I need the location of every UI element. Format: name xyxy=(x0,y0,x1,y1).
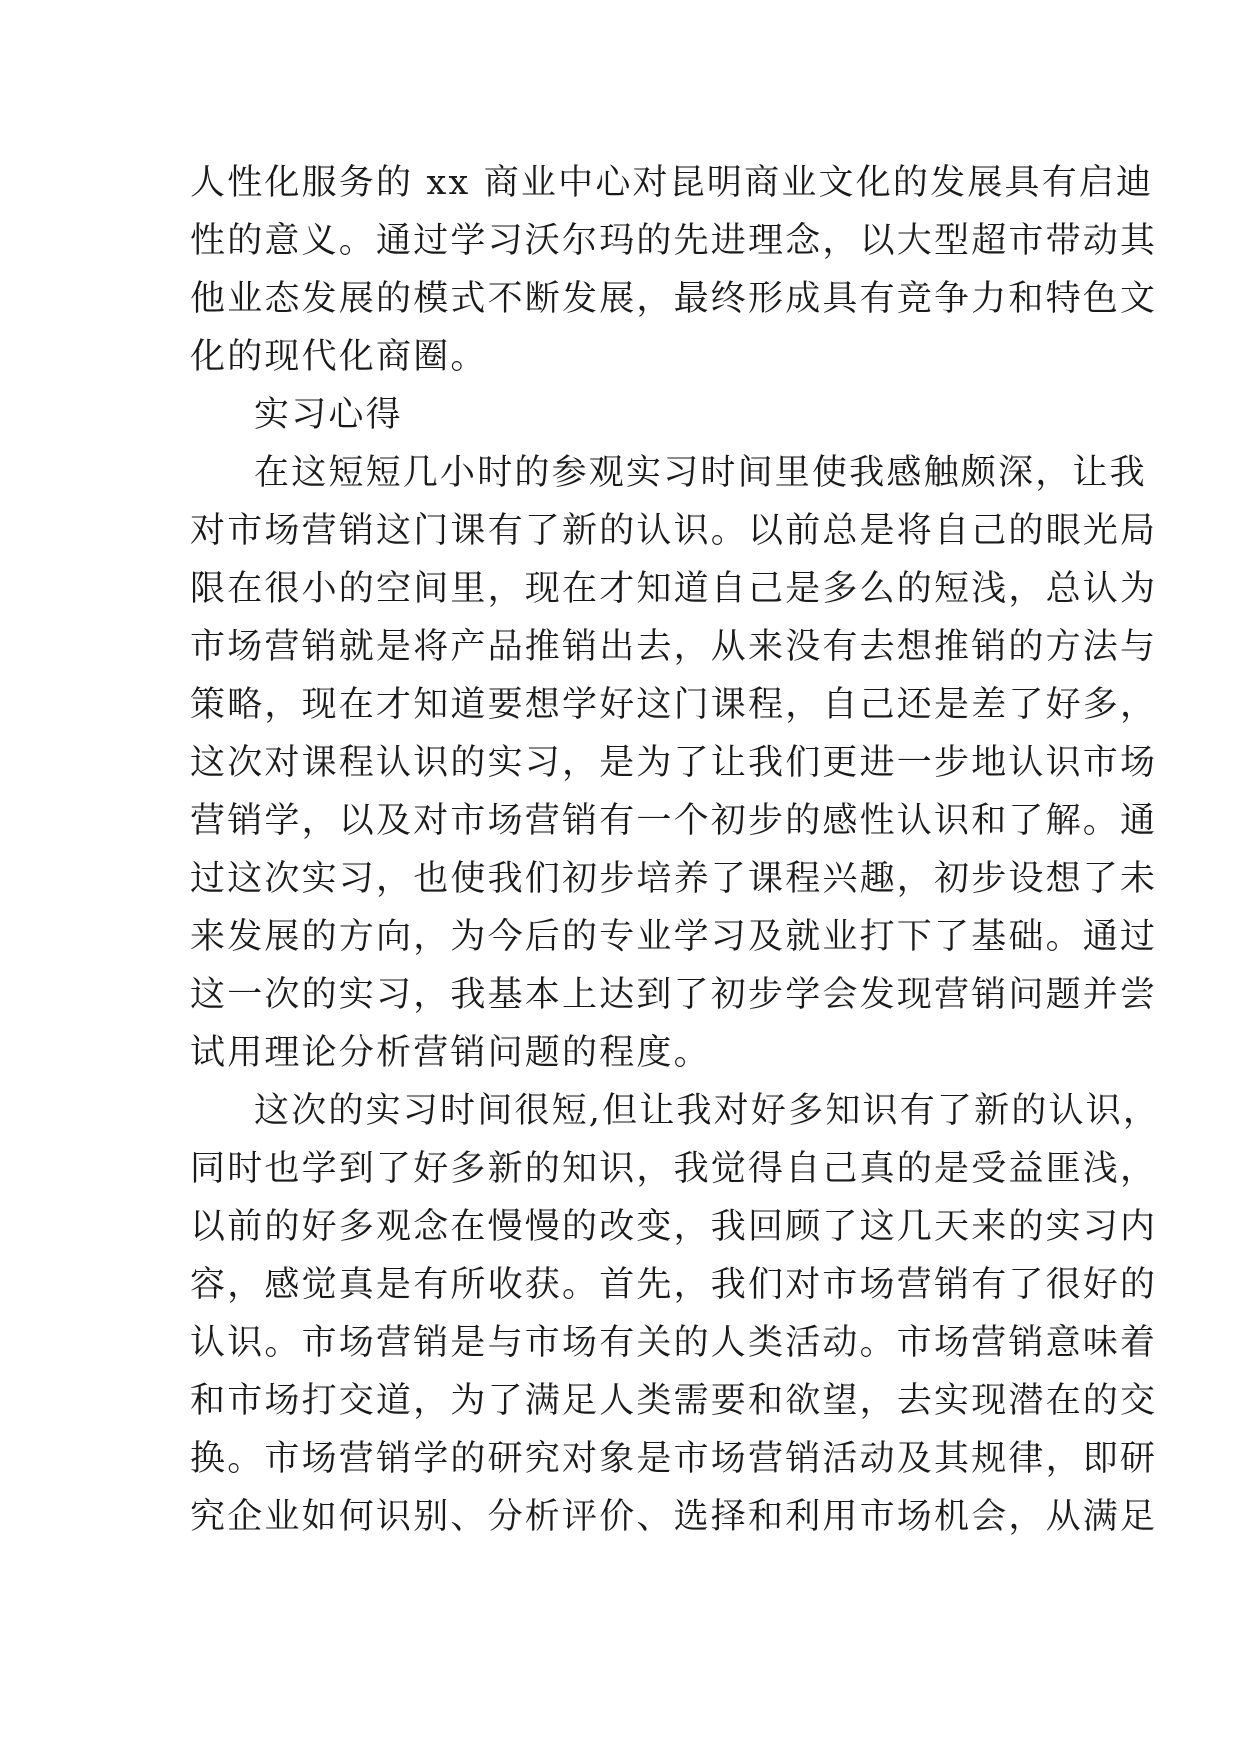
text-line: 他业态发展的模式不断发展，最终形成具有竞争力和特色文 xyxy=(190,279,1158,319)
text-line: 在这短短几小时的参观实习时间里使我感触颇深，让我 xyxy=(254,453,1147,493)
text-line: 这一次的实习，我基本上达到了初步学会发现营销问题并尝 xyxy=(190,975,1158,1015)
text-line: 同时也学到了好多新的知识，我觉得自己真的是受益匪浅， xyxy=(190,1149,1158,1189)
text-line: 化的现代化商圈。 xyxy=(190,337,488,377)
text-line: 性的意义。通过学习沃尔玛的先进理念，以大型超市带动其 xyxy=(190,221,1158,261)
text-line: 究企业如何识别、分析评价、选择和利用市场机会，从满足 xyxy=(190,1497,1158,1537)
text-line: 人性化服务的 xx 商业中心对昆明商业文化的发展具有启迪 xyxy=(190,163,1154,203)
text-line: 营销学，以及对市场营销有一个初步的感性认识和了解。通 xyxy=(190,801,1158,841)
text-line: 对市场营销这门课有了新的认识。以前总是将自己的眼光局 xyxy=(190,511,1158,551)
text-line: 来发展的方向，为今后的专业学习及就业打下了基础。通过 xyxy=(190,917,1158,957)
text-line: 容，感觉真是有所收获。首先，我们对市场营销有了很好的 xyxy=(190,1265,1158,1305)
text-line: 和市场打交道，为了满足人类需要和欲望，去实现潜在的交 xyxy=(190,1381,1158,1421)
text-line: 这次对课程认识的实习，是为了让我们更进一步地认识市场 xyxy=(190,743,1158,783)
text-line: 这次的实习时间很短,但让我对好多知识有了新的认识， xyxy=(254,1091,1161,1131)
document-body xyxy=(190,154,1161,1546)
text-line: 过这次实习，也使我们初步培养了课程兴趣，初步设想了未 xyxy=(190,859,1158,899)
section-heading: 实习心得 xyxy=(254,395,403,435)
text-line: 以前的好多观念在慢慢的改变，我回顾了这几天来的实习内 xyxy=(190,1207,1158,1247)
text-line: 认识。市场营销是与市场有关的人类活动。市场营销意味着 xyxy=(190,1323,1158,1363)
text-line: 试用理论分析营销问题的程度。 xyxy=(190,1033,711,1073)
text-line: 限在很小的空间里，现在才知道自己是多么的短浅，总认为 xyxy=(190,569,1158,609)
text-line: 换。市场营销学的研究对象是市场营销活动及其规律，即研 xyxy=(190,1439,1158,1479)
text-line: 市场营销就是将产品推销出去，从来没有去想推销的方法与 xyxy=(190,627,1158,667)
text-line: 策略，现在才知道要想学好这门课程，自己还是差了好多， xyxy=(190,685,1158,725)
